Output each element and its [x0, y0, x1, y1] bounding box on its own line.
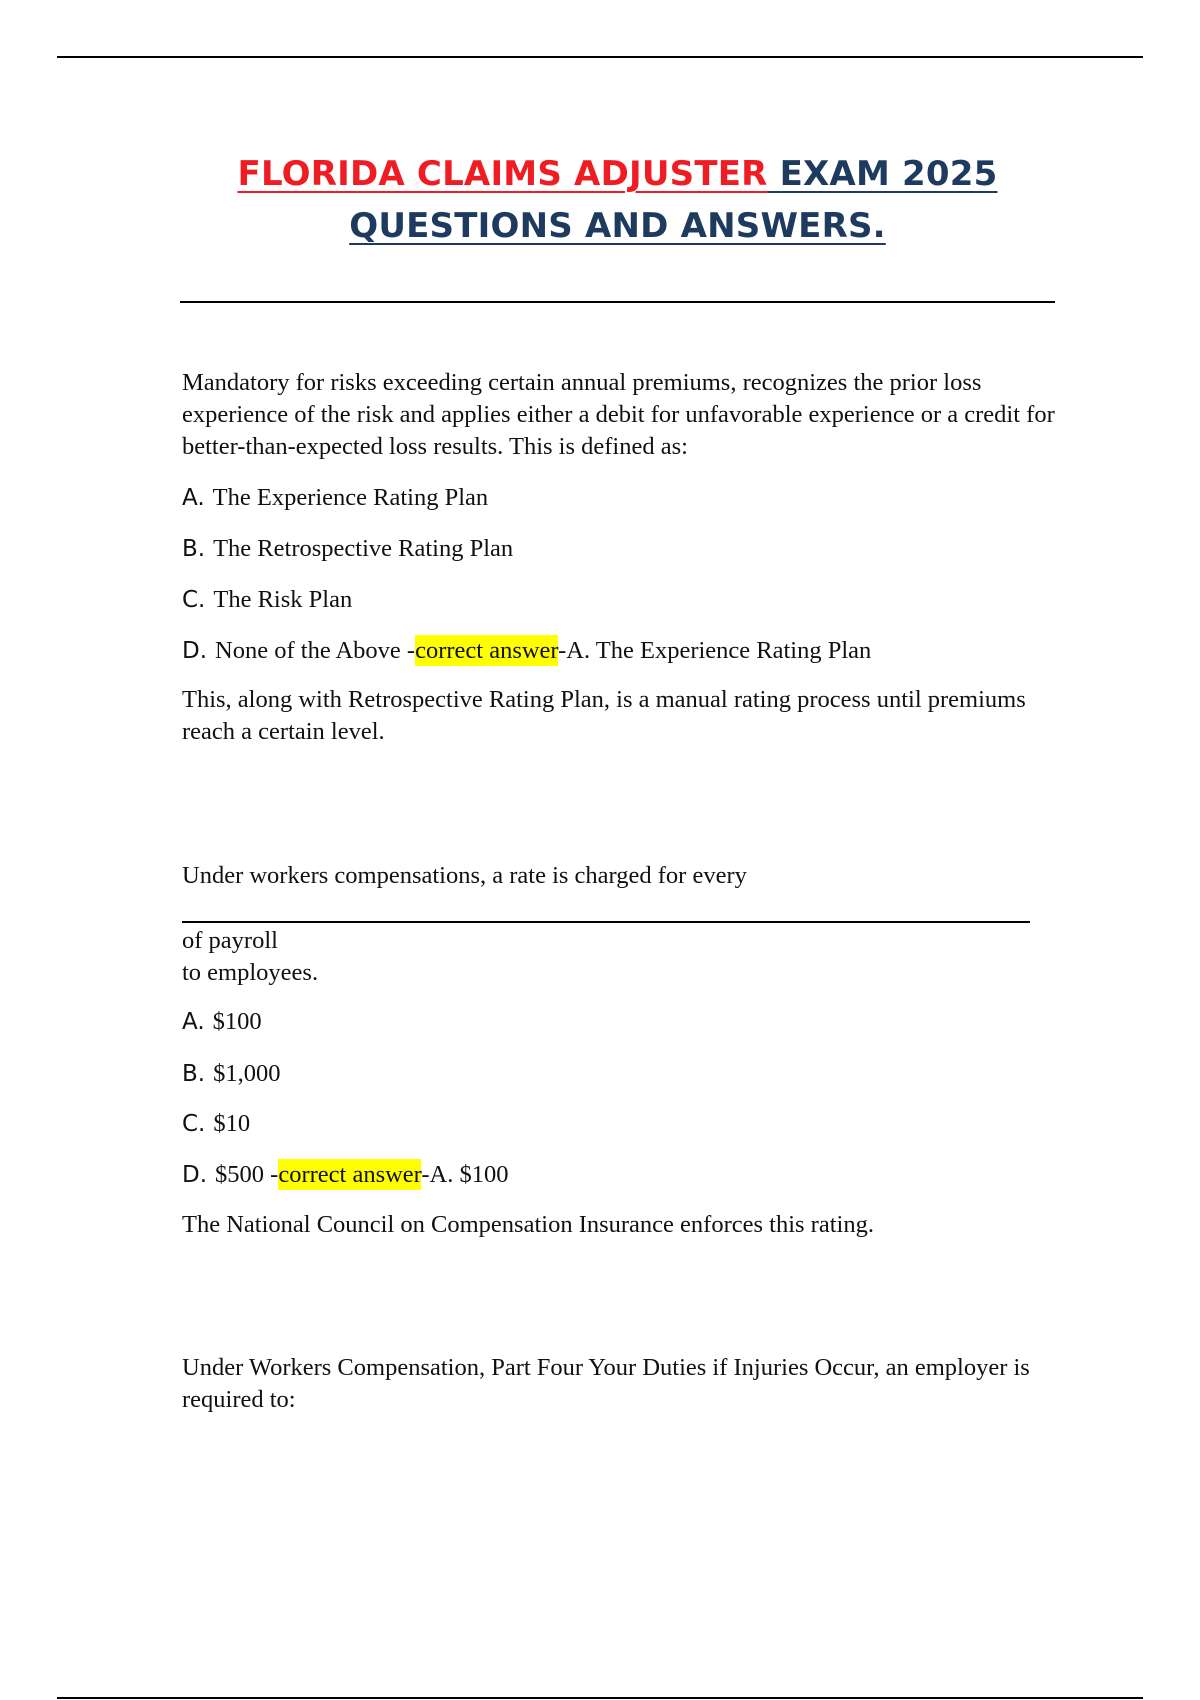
- top-rule: [57, 56, 1143, 58]
- title-red-part: FLORIDA CLAIMS ADJUSTER: [237, 154, 768, 194]
- title-divider: [180, 301, 1055, 303]
- question-2-option-a: A. $100: [182, 1008, 262, 1035]
- question-3-text: Under Workers Compensation, Part Four Your Duties if Injuries Occur, an employer is required to:: [182, 1354, 1030, 1413]
- answer-value: -A. $100: [421, 1161, 509, 1188]
- fill-in-blank-line: [182, 921, 1030, 923]
- question-1-option-b: B. The Retrospective Rating Plan: [182, 535, 514, 562]
- question-1-option-c: C. The Risk Plan: [182, 586, 353, 613]
- question-1-option-d: D. None of the Above -correct answer-A. The Experience Rating Plan: [182, 637, 872, 664]
- question-2-text-continued: of payroll to employees.: [182, 927, 319, 986]
- question-2-option-b: B. $1,000: [182, 1060, 281, 1087]
- answer-value: -A. The Experience Rating Plan: [558, 637, 872, 664]
- question-2-text: Under workers compensations, a rate is charged for every: [182, 862, 747, 889]
- correct-answer-highlight: correct answer: [278, 1161, 422, 1188]
- question-2-explanation: The National Council on Compensation Insurance enforces this rating.: [182, 1211, 874, 1238]
- title-navy-part: EXAM 2025: [779, 154, 998, 194]
- title-second-line: QUESTIONS AND ANSWERS.: [349, 206, 886, 246]
- bottom-rule: [57, 1697, 1143, 1699]
- page-title: [150, 148, 1085, 252]
- question-2-option-c: C. $10: [182, 1110, 251, 1137]
- correct-answer-highlight: correct answer: [415, 637, 559, 664]
- question-1-explanation: This, along with Retrospective Rating Plan, is a manual rating process until premiums reach a certain level.: [182, 686, 1026, 745]
- question-2-option-d: D. $500 -correct answer-A. $100: [182, 1161, 509, 1188]
- question-1-text: Mandatory for risks exceeding certain annual premiums, recognizes the prior loss experience of the risk and applies either a debit for unfavorable experience or a credit for better-than-expected loss results. This is defined as:: [182, 369, 1055, 460]
- question-1-option-a: A. The Experience Rating Plan: [182, 484, 489, 511]
